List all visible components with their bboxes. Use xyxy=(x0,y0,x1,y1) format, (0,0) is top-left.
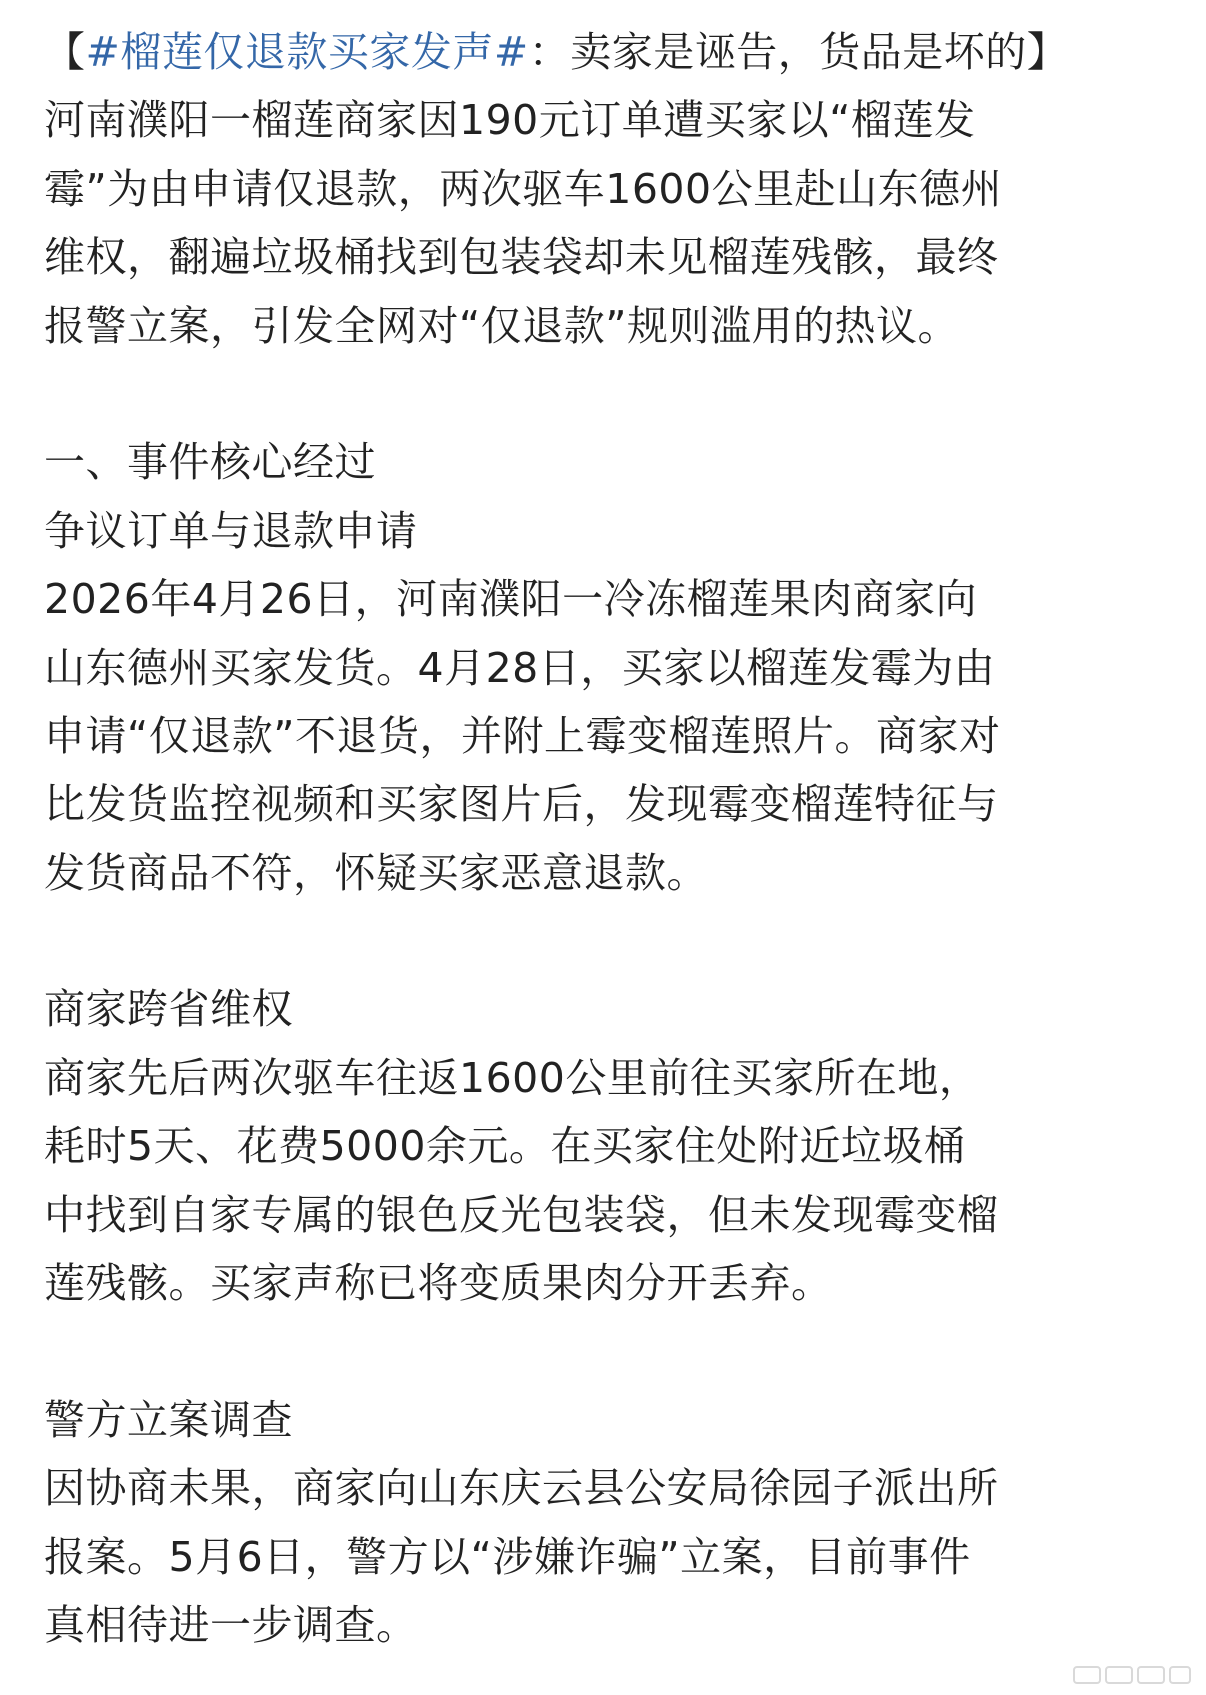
intro-line: 霉”为由申请仅退款，两次驱车1600公里赴山东德州 xyxy=(44,164,1003,213)
paragraph-spacer xyxy=(44,1317,1162,1385)
subsection-title: 警方立案调查 xyxy=(44,1395,293,1444)
paragraph-line: 报案。5月6日，警方以“涉嫌诈骗”立案，目前事件 xyxy=(44,1532,971,1581)
paragraph-line: 因协商未果，商家向山东庆云县公安局徐园子派出所 xyxy=(44,1464,999,1513)
paragraph-line: 耗时5天、花费5000余元。在买家住处附近垃圾桶 xyxy=(44,1122,966,1171)
paragraph-line: 中找到自家专属的银色反光包装袋，但未发现霉变榴 xyxy=(44,1190,999,1239)
paragraph-line: 2026年4月26日，河南濮阳一冷冻榴莲果肉商家向 xyxy=(44,575,978,624)
paragraph-spacer xyxy=(44,360,1162,428)
subsection-title: 争议订单与退款申请 xyxy=(44,506,418,555)
paragraph-line: 山东德州买家发货。4月28日，买家以榴莲发霉为由 xyxy=(44,643,996,692)
watermark-logo xyxy=(1072,1659,1192,1689)
paragraph-line: 真相待进一步调查。 xyxy=(44,1600,418,1649)
hashtag-link[interactable]: #榴莲仅退款买家发声# xyxy=(85,28,529,76)
intro-line: 报警立案，引发全网对“仅退款”规则滥用的热议。 xyxy=(44,301,959,350)
section-title: 一、事件核心经过 xyxy=(44,438,376,487)
paragraph-line: 申请“仅退款”不退货，并附上霉变榴莲照片。商家对 xyxy=(44,711,1001,760)
post-body xyxy=(44,18,1162,1659)
paragraph-line: 发货商品不符，怀疑买家恶意退款。 xyxy=(44,848,708,897)
intro-line: 河南濮阳一榴莲商家因190元订单遭买家以“榴莲发 xyxy=(44,96,976,145)
intro-line: 维权，翻遍垃圾桶找到包装袋却未见榴莲残骸，最终 xyxy=(44,233,999,282)
subsection-title: 商家跨省维权 xyxy=(44,985,293,1034)
paragraph-line: 商家先后两次驱车往返1600公里前往买家所在地， xyxy=(44,1053,981,1102)
paragraph-line: 比发货监控视频和买家图片后，发现霉变榴莲特征与 xyxy=(44,780,999,829)
post-headline xyxy=(44,18,1162,86)
paragraph-spacer xyxy=(44,907,1162,975)
paragraph-line: 莲残骸。买家声称已将变质果肉分开丢弃。 xyxy=(44,1259,833,1308)
headline-text: ：卖家是诬告，货品是坏的】 xyxy=(528,28,1069,76)
headline-bracket: 【 xyxy=(44,28,86,76)
